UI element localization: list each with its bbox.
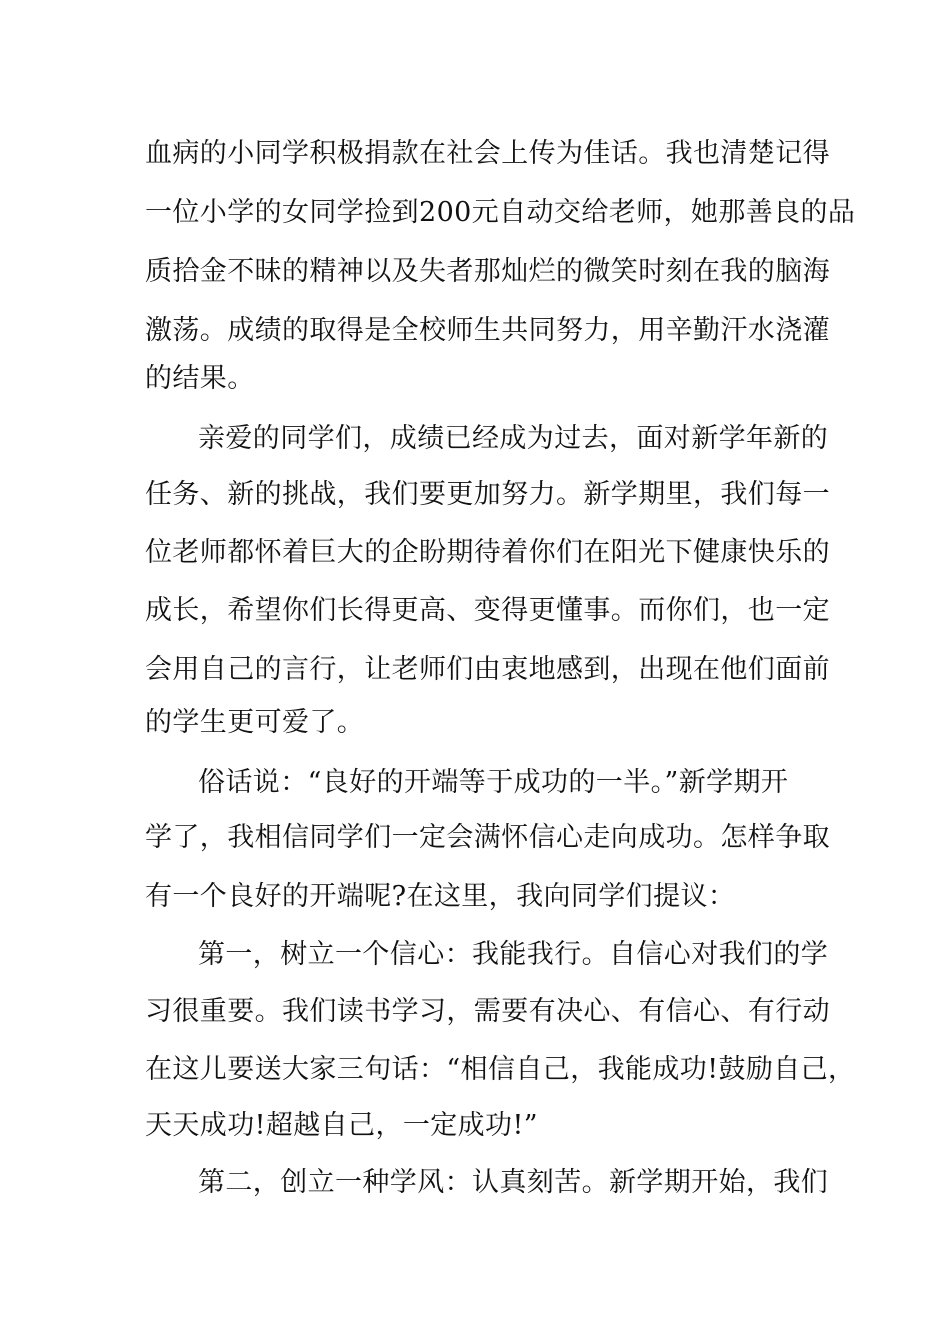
text-line: 血病的小同学积极捐款在社会上传为佳话。我也清楚记得 (145, 138, 830, 169)
text-line: 的结果。 (145, 363, 255, 394)
text-line: 天天成功!超越自己，一定成功!” (145, 1110, 538, 1141)
text-line: 在这儿要送大家三句话：“相信自己，我能成功!鼓励自己， (145, 1054, 856, 1085)
paragraph-first-line: 第二，创立一种学风：认真刻苦。新学期开始，我们 (198, 1167, 829, 1198)
text-line: 质拾金不昧的精神以及失者那灿烂的微笑时刻在我的脑海 (145, 256, 830, 287)
text-line: 成长，希望你们长得更高、变得更懂事。而你们，也一定 (145, 595, 830, 626)
text-line: 激荡。成绩的取得是全校师生共同努力，用辛勤汗水浇灌 (145, 315, 830, 346)
paragraph-first-line: 亲爱的同学们，成绩已经成为过去，面对新学年新的 (198, 423, 829, 454)
paragraph-first-line: 俗话说：“良好的开端等于成功的一半。”新学期开 (198, 767, 789, 798)
text-line: 任务、新的挑战，我们要更加努力。新学期里，我们每一 (145, 479, 830, 510)
text-line: 的学生更可爱了。 (145, 707, 365, 738)
text-line: 有一个良好的开端呢?在这里，我向同学们提议： (145, 881, 736, 912)
text-line: 习很重要。我们读书学习，需要有决心、有信心、有行动 (145, 996, 830, 1027)
text-line: 位老师都怀着巨大的企盼期待着你们在阳光下健康快乐的 (145, 537, 830, 568)
text-line: 会用自己的言行，让老师们由衷地感到，出现在他们面前 (145, 654, 830, 685)
text-line: 学了，我相信同学们一定会满怀信心走向成功。怎样争取 (145, 822, 830, 853)
text-line: 一位小学的女同学捡到200元自动交给老师，她那善良的品 (145, 197, 856, 228)
paragraph-first-line: 第一，树立一个信心：我能我行。自信心对我们的学 (198, 939, 829, 970)
